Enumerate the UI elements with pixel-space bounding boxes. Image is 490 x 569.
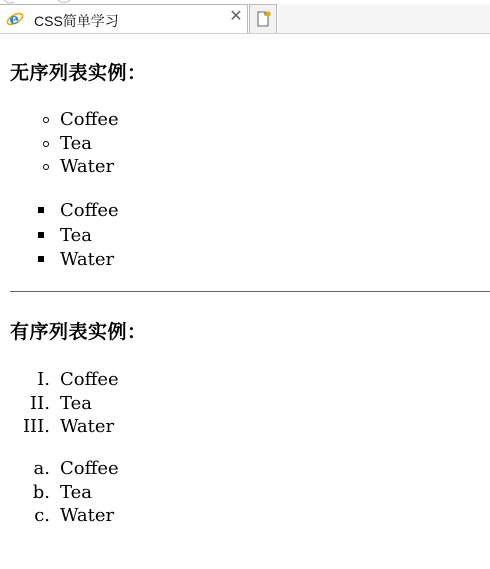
list-item-text: Coffee	[60, 369, 119, 390]
list-item	[0, 199, 490, 224]
browser-tab-strip	[0, 0, 490, 34]
square-list	[0, 199, 490, 273]
list-item-text: Coffee	[60, 458, 119, 479]
close-icon[interactable]: ✕	[229, 8, 243, 25]
list-item-text: Water	[60, 249, 115, 270]
circle-bullet	[43, 117, 49, 123]
list-item-text: Coffee	[60, 109, 119, 130]
circle-bullet	[43, 141, 49, 147]
ordered-list-heading: 有序列表实例：	[10, 321, 147, 343]
alpha-marker: b.	[32, 481, 50, 503]
circle-bullet	[43, 164, 49, 170]
tab-strip-empty-area	[278, 4, 490, 33]
page-content	[0, 34, 490, 569]
roman-marker: III.	[22, 416, 50, 437]
list-item	[0, 132, 490, 156]
list-item-text: Water	[60, 416, 115, 437]
alpha-marker: a.	[33, 458, 50, 479]
circle-list	[0, 108, 490, 179]
square-bullet	[38, 207, 44, 213]
square-bullet	[38, 232, 44, 238]
list-item	[0, 457, 490, 481]
alpha-marker: c.	[34, 505, 50, 526]
tab-title: CSS简单学习	[34, 13, 119, 29]
list-item	[0, 392, 490, 416]
list-item	[0, 248, 490, 273]
roman-numeral-list	[0, 368, 490, 439]
list-item-text: Water	[60, 505, 115, 526]
list-item	[0, 504, 490, 528]
list-item	[0, 155, 490, 179]
roman-marker: II.	[30, 392, 50, 414]
active-tab[interactable]	[0, 4, 248, 33]
list-item-text: Tea	[60, 132, 92, 154]
horizontal-rule	[10, 291, 490, 292]
list-item-text: Tea	[60, 481, 92, 503]
ie-logo-icon	[6, 10, 24, 28]
list-item-text: Tea	[60, 224, 92, 246]
alpha-list	[0, 457, 490, 528]
list-item	[0, 224, 490, 249]
new-tab-icon	[256, 11, 272, 27]
list-item-text: Tea	[60, 392, 92, 414]
list-item-text: Water	[60, 156, 115, 177]
list-item	[0, 415, 490, 439]
unordered-list-heading: 无序列表实例：	[10, 62, 147, 84]
square-bullet	[38, 256, 44, 262]
list-item-text: Coffee	[60, 200, 119, 221]
roman-marker: I.	[37, 369, 50, 390]
list-item	[0, 481, 490, 505]
svg-text:e: e	[9, 10, 20, 28]
new-tab-button[interactable]	[249, 4, 277, 33]
list-item	[0, 368, 490, 392]
list-item	[0, 108, 490, 132]
